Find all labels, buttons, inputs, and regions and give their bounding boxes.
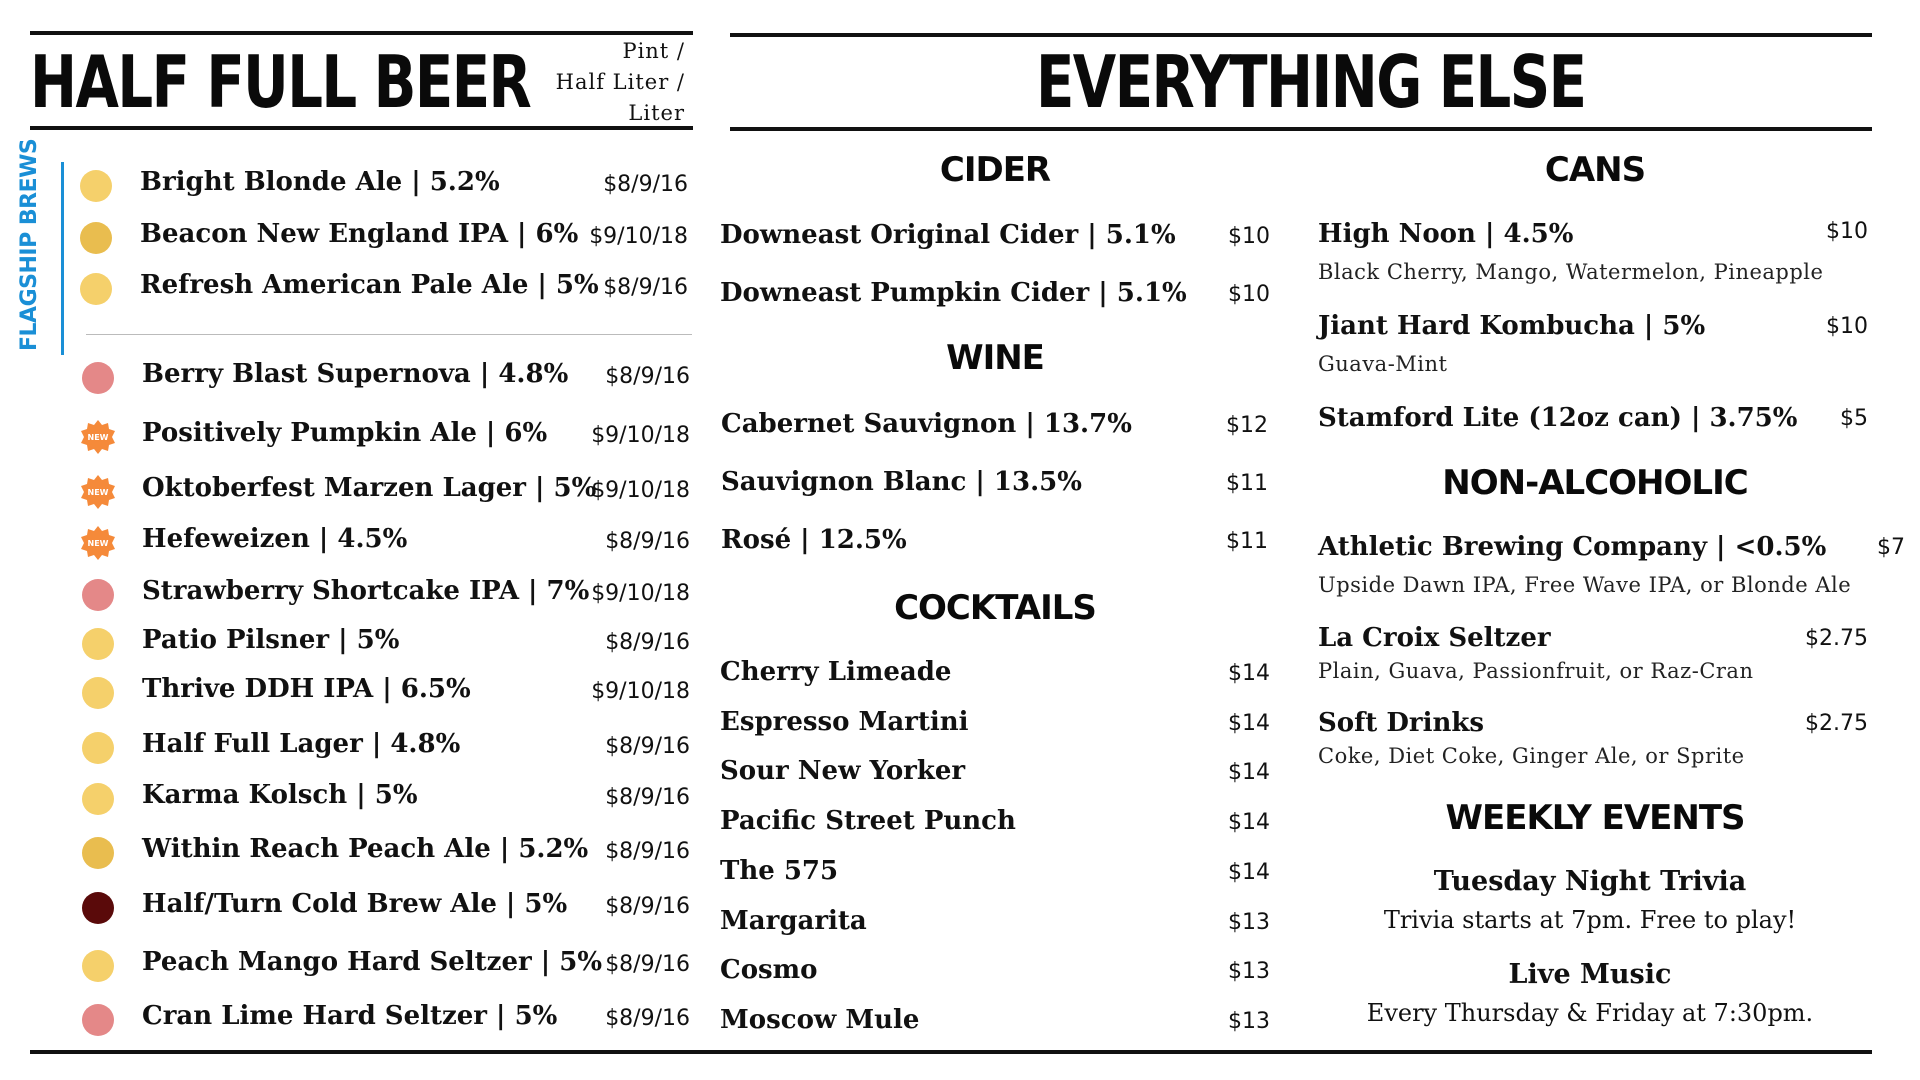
beer-name: Patio Pilsner | 5% (142, 625, 400, 655)
cider-item-price: $10 (1228, 282, 1270, 307)
beer-top-rule (30, 31, 693, 35)
beer-name: Oktoberfest Marzen Lager | 5% (142, 473, 597, 503)
beer-name: Peach Mango Hard Seltzer | 5% (142, 947, 603, 977)
beer-price: $9/10/18 (591, 679, 690, 704)
wine-item-price: $11 (1226, 529, 1268, 554)
can-price: $10 (1826, 219, 1868, 244)
cocktail-price: $14 (1228, 860, 1270, 885)
beer-name: Strawberry Shortcake IPA | 7% (142, 576, 590, 606)
bottom-rule (30, 1050, 1872, 1054)
cider-item-name: Downeast Pumpkin Cider | 5.1% (720, 278, 1187, 308)
beer-name: Refresh American Pale Ale | 5% (140, 270, 599, 300)
can-name: Jiant Hard Kombucha | 5% (1318, 311, 1706, 341)
beer-price: $8/9/16 (605, 952, 690, 977)
beer-name: Cran Lime Hard Seltzer | 5% (142, 1001, 558, 1031)
svg-text:NEW: NEW (87, 433, 109, 442)
beer-price: $9/10/18 (589, 224, 688, 249)
can-price: $10 (1826, 314, 1868, 339)
beer-price: $8/9/16 (603, 172, 688, 197)
beer-price: $8/9/16 (603, 275, 688, 300)
cider-item-price: $10 (1228, 224, 1270, 249)
size-label-line-1: Pint / (622, 39, 685, 63)
wine-heading: WINE (946, 338, 1044, 378)
else-header-rule (730, 127, 1872, 131)
na-name: Athletic Brewing Company | <0.5% (1318, 532, 1827, 562)
beer-color-dot (82, 677, 114, 709)
beer-price: $8/9/16 (605, 785, 690, 810)
cocktail-name: Pacific Street Punch (720, 806, 1016, 836)
cocktail-price: $14 (1228, 760, 1270, 785)
non-alcoholic-heading: NON-ALCOHOLIC (1442, 463, 1748, 503)
new-badge-icon (81, 420, 115, 454)
flagship-label: FLAGSHIP BREWS (17, 138, 42, 351)
beer-color-dot (82, 950, 114, 982)
flagship-divider (86, 334, 692, 335)
else-title: EVERYTHING ELSE (1036, 40, 1586, 124)
can-flavors: Black Cherry, Mango, Watermelon, Pineapple (1318, 260, 1824, 284)
event-details: Every Thursday & Friday at 7:30pm. (1366, 999, 1814, 1027)
events-heading: WEEKLY EVENTS (1445, 798, 1745, 838)
wine-item-name: Cabernet Sauvignon | 13.7% (721, 409, 1132, 439)
beer-color-dot (82, 837, 114, 869)
size-label-line-2: Half Liter / (555, 70, 685, 94)
cocktail-price: $14 (1228, 661, 1270, 686)
can-name: Stamford Lite (12oz can) | 3.75% (1318, 403, 1798, 433)
beer-name: Positively Pumpkin Ale | 6% (142, 418, 548, 448)
new-badge-icon (81, 526, 115, 560)
wine-item-price: $12 (1226, 413, 1268, 438)
beer-color-dot (82, 579, 114, 611)
size-label-line-3: Liter (628, 101, 685, 125)
beer-name: Beacon New England IPA | 6% (140, 219, 579, 249)
beer-name: Thrive DDH IPA | 6.5% (142, 674, 471, 704)
cider-heading: CIDER (939, 150, 1051, 190)
beer-price: $8/9/16 (605, 364, 690, 389)
cocktail-price: $14 (1228, 810, 1270, 835)
beer-color-dot (82, 1004, 114, 1036)
beer-name: Half/Turn Cold Brew Ale | 5% (142, 889, 568, 919)
beer-color-dot (80, 170, 112, 202)
can-flavors: Guava-Mint (1318, 352, 1448, 376)
cocktail-name: The 575 (720, 856, 839, 886)
event-title: Live Music (1508, 959, 1672, 990)
cocktail-price: $13 (1228, 910, 1270, 935)
beer-price: $8/9/16 (605, 894, 690, 919)
beer-color-dot (82, 628, 114, 660)
cocktail-name: Cosmo (720, 955, 818, 985)
beer-price: $9/10/18 (591, 581, 690, 606)
beer-title: HALF FULL BEER (30, 40, 531, 124)
beer-price: $8/9/16 (605, 630, 690, 655)
size-label (530, 36, 685, 129)
cider-item-name: Downeast Original Cider | 5.1% (720, 220, 1176, 250)
else-top-rule (730, 33, 1872, 37)
beer-name: Within Reach Peach Ale | 5.2% (142, 834, 589, 864)
na-price: $2.75 (1805, 711, 1868, 736)
beer-color-dot (82, 783, 114, 815)
cans-heading: CANS (1544, 150, 1646, 190)
beer-price: $8/9/16 (605, 839, 690, 864)
beer-header-rule (30, 126, 693, 130)
cocktail-price: $13 (1228, 1009, 1270, 1034)
cocktail-name: Moscow Mule (720, 1005, 920, 1035)
can-name: High Noon | 4.5% (1318, 219, 1574, 249)
beer-color-dot (80, 222, 112, 254)
cocktail-name: Espresso Martini (720, 707, 969, 737)
beer-color-dot (82, 892, 114, 924)
flagship-bar (61, 162, 64, 355)
cocktail-name: Sour New Yorker (720, 756, 966, 786)
wine-item-name: Rosé | 12.5% (721, 525, 907, 555)
na-name: Soft Drinks (1318, 708, 1485, 738)
beer-name: Karma Kolsch | 5% (142, 780, 418, 810)
cocktail-price: $14 (1228, 711, 1270, 736)
beer-name: Berry Blast Supernova | 4.8% (142, 359, 569, 389)
beer-price: $9/10/18 (591, 423, 690, 448)
cocktail-price: $13 (1228, 959, 1270, 984)
beer-color-dot (80, 273, 112, 305)
cocktail-name: Margarita (720, 906, 867, 936)
beer-price: $8/9/16 (605, 734, 690, 759)
beer-name: Bright Blonde Ale | 5.2% (140, 167, 500, 197)
beer-color-dot (82, 362, 114, 394)
cocktail-name: Cherry Limeade (720, 657, 952, 687)
wine-item-name: Sauvignon Blanc | 13.5% (721, 467, 1082, 497)
beer-name: Hefeweizen | 4.5% (142, 524, 408, 554)
beer-price: $8/9/16 (605, 529, 690, 554)
svg-text:NEW: NEW (87, 539, 109, 548)
beer-price: $9/10/18 (591, 478, 690, 503)
cocktails-heading: COCKTAILS (894, 588, 1096, 628)
na-name: La Croix Seltzer (1318, 623, 1551, 653)
can-price: $5 (1840, 406, 1868, 431)
new-badge-icon (81, 475, 115, 509)
svg-text:NEW: NEW (87, 488, 109, 497)
beer-color-dot (82, 732, 114, 764)
event-title: Tuesday Night Trivia (1433, 866, 1747, 897)
event-details: Trivia starts at 7pm. Free to play! (1383, 906, 1797, 934)
na-price: $7 (1877, 535, 1905, 560)
na-price: $2.75 (1805, 626, 1868, 651)
beer-name: Half Full Lager | 4.8% (142, 729, 461, 759)
beer-price: $8/9/16 (605, 1006, 690, 1031)
na-options: Coke, Diet Coke, Ginger Ale, or Sprite (1318, 744, 1745, 768)
na-options: Upside Dawn IPA, Free Wave IPA, or Blonde Ale (1318, 573, 1852, 597)
na-options: Plain, Guava, Passionfruit, or Raz-Cran (1318, 659, 1754, 683)
wine-item-price: $11 (1226, 471, 1268, 496)
